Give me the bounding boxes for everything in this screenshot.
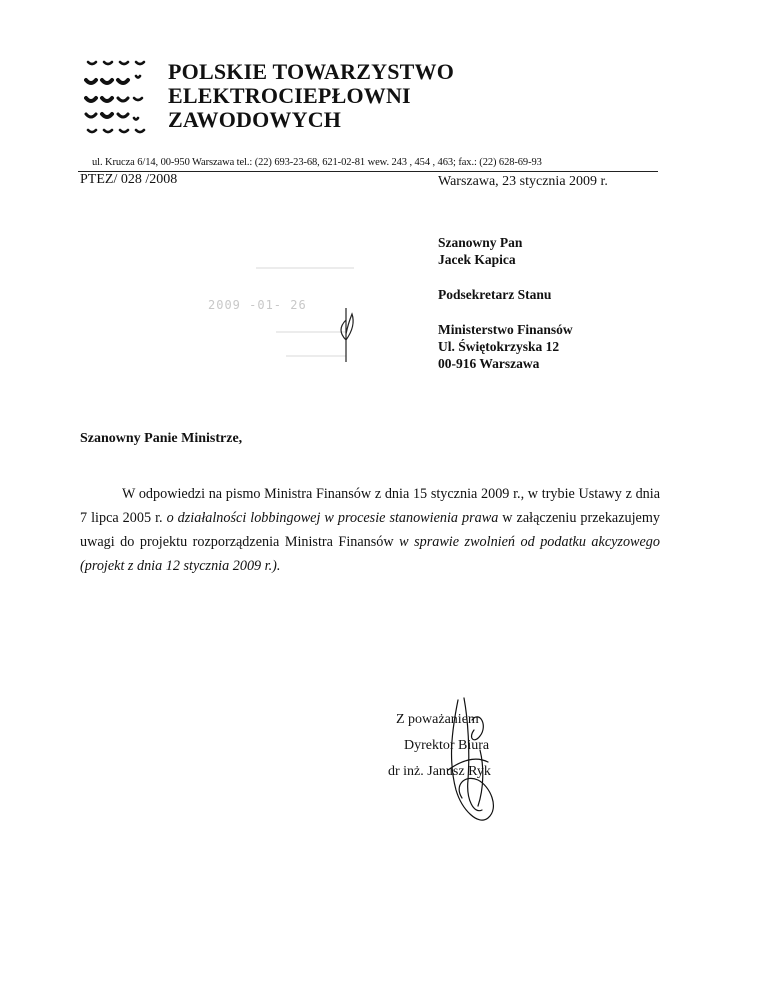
recipient-block (438, 234, 573, 372)
letter-body (80, 482, 660, 578)
letter-salutation: Szanowny Panie Ministrze, (80, 431, 243, 446)
stamp-date: 2009 -01- 26 (208, 298, 307, 312)
reference-number: PTEZ/ 028 /2008 (80, 172, 178, 187)
signatory-name: dr inż. Janusz Ryk (388, 764, 491, 779)
recipient-city: 00-916 Warszawa (438, 356, 540, 371)
recipient-title: Podsekretarz Stanu (438, 287, 552, 302)
organization-logo-icon (84, 56, 154, 134)
body-text-law-title: o działalności lobbingowej w procesie stanowienia prawa (166, 510, 499, 526)
org-name-line1: POLSKIE TOWARZYSTWO (168, 59, 455, 84)
letter-closing (388, 707, 491, 785)
signatory-position: Dyrektor Biura (404, 738, 490, 753)
recipient-name: Jacek Kapica (438, 252, 516, 267)
body-text-part3: w załączeniu przekazujemy uwagi do projektu rozporządzenia Ministra Finansów (80, 510, 660, 550)
letterhead-address: ul. Krucza 6/14, 00-950 Warszawa tel.: (22) 693-23-68, 621-02-81 wew. 243 , 454 , 463; fax.: (22) 628-69-93 (92, 157, 542, 168)
recipient-street: Ul. Świętokrzyska 12 (438, 339, 560, 354)
body-text-part1: W odpowiedzi na pismo Ministra Finansów z dnia 15 stycznia 2009 r., w trybie Ustawy z dnia 7 lipca 2005 r. (80, 486, 660, 526)
recipient-salutation-line: Szanowny Pan (438, 235, 523, 250)
org-name-line2: ELEKTROCIEPŁOWNI (168, 83, 411, 108)
organization-name (168, 60, 454, 132)
body-paragraph (80, 482, 660, 578)
place-and-date: Warszawa, 23 stycznia 2009 r. (438, 174, 608, 189)
body-text-regulation-title: w sprawie zwolnień od podatku akcyzowego (projekt z dnia 12 stycznia 2009 r.). (80, 534, 660, 574)
closing-regards: Z poważaniem (396, 712, 479, 727)
recipient-institution: Ministerstwo Finansów (438, 322, 573, 337)
org-name-line3: ZAWODOWYCH (168, 107, 342, 132)
